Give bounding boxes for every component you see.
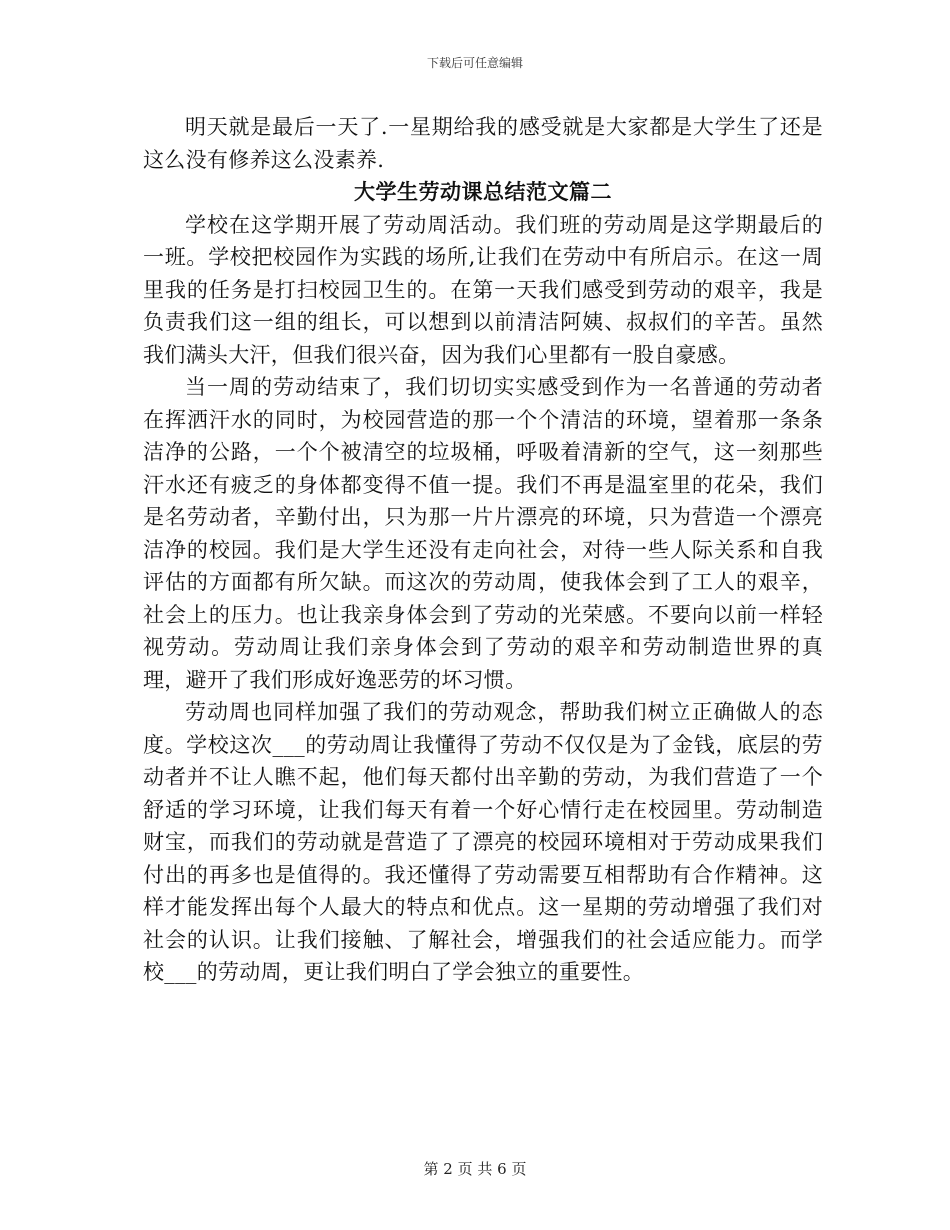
paragraph-1: 明天就是最后一天了.一星期给我的感受就是大家都是大学生了还是这么没有修养这么没素养. xyxy=(143,115,823,172)
section-heading: 大学生劳动课总结范文篇二 xyxy=(354,179,612,204)
page-header: 下载后可任意编辑 xyxy=(426,56,523,70)
paragraph-4: 劳动周也同样加强了我们的劳动观念，帮助我们树立正确做人的态度。学校这次___的劳动周让我懂得了劳动不仅仅是为了金钱，底层的劳动者并不让人瞧不起，他们每天都付出辛勤的劳动，为我们营造了一个舒适的学习环境，让我们每天有着一个好心情行走在校园里。劳动制造财宝，而我们的劳动就是营造了了漂亮的校园环境相对于劳动成果我们付出的再多也是值得的。我还懂得了劳动需要互相帮助有合作精神。这样才能发挥出每个人最大的特点和优点。这一星期的劳动增强了我们对社会的认识。让我们接触、了解社会，增强我们的社会适应能力。而学校___的劳动周，更让我们明白了学会独立的重要性。 xyxy=(143,700,823,984)
page-number: 第 2 页 共 6 页 xyxy=(423,1160,527,1178)
document-body xyxy=(143,111,823,989)
paragraph-2: 学校在这学期开展了劳动周活动。我们班的劳动周是这学期最后的一班。学校把校园作为实践的场所,让我们在劳动中有所启示。在这一周里我的任务是打扫校园卫生的。在第一天我们感受到劳动的艰辛，我是负责我们这一组的组长，可以想到以前清洁阿姨、叔叔们的辛苦。虽然我们满头大汗，但我们很兴奋，因为我们心里都有一股自豪感。 xyxy=(143,212,823,367)
paragraph-3: 当一周的劳动结束了，我们切切实实感受到作为一名普通的劳动者在挥洒汗水的同时，为校园营造的那一个个清洁的环境，望着那一条条洁净的公路，一个个被清空的垃圾桶，呼吸着清新的空气，这一刻那些汗水还有疲乏的身体都变得不值一提。我们不再是温室里的花朵，我们是名劳动者，辛勤付出，只为那一片片漂亮的环境，只为营造一个漂亮洁净的校园。我们是大学生还没有走向社会，对待一些人际关系和自我评估的方面都有所欠缺。而这次的劳动周，使我体会到了工人的艰辛，社会上的压力。也让我亲身体会到了劳动的光荣感。不要向以前一样轻视劳动。劳动周让我们亲身体会到了劳动的艰辛和劳动制造世界的真理，避开了我们形成好逸恶劳的坏习惯。 xyxy=(143,375,823,692)
